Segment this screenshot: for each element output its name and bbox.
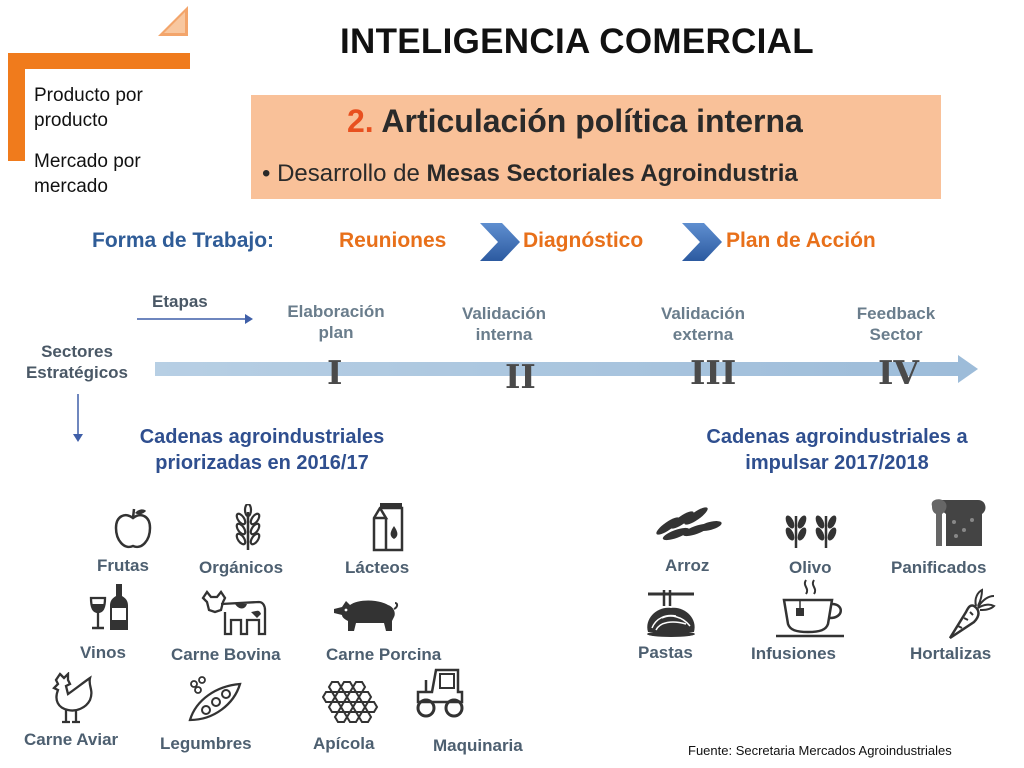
olive-branch-icon [782,506,842,550]
chevron-right-icon [680,221,724,263]
workflow-step-reuniones: Reuniones [339,229,447,252]
item-pastas: Pastas [638,643,693,662]
item-hortalizas: Hortalizas [910,644,992,663]
tractor-icon [412,666,466,718]
pig-icon [332,595,400,633]
left-group-title [102,424,422,476]
corner-triangle-decoration [158,6,188,36]
sidebar-item-producto[interactable] [34,83,143,133]
item-carne-aviar: Carne Aviar [24,730,119,749]
group-title-line: impulsar 2017/2018 [745,452,929,474]
item-maquinaria: Maquinaria [433,736,523,755]
sidebar-item-mercado[interactable] [34,149,141,199]
orange-bracket-top [8,53,190,69]
stage-label-line: interna [475,325,533,344]
group-title-line: priorizadas en 2016/17 [155,452,369,474]
bread-icon [928,496,990,550]
wine-icon [88,582,132,632]
timeline-arrow [155,353,980,387]
stage-label-line: externa [672,325,734,344]
box-heading [347,103,803,140]
right-group-title [662,424,1012,476]
peapod-icon [186,676,244,724]
item-arroz: Arroz [665,556,710,575]
stage-label-line: Validación [660,304,746,323]
rice-icon [652,500,724,544]
stage-3-numeral: III [690,353,737,392]
workflow-step-plan: Plan de Acción [726,229,876,252]
orange-bracket-left [8,53,25,161]
down-arrow-icon [70,392,86,444]
sidebar-item-label: Mercado por [34,151,141,172]
sectores-label [12,341,142,383]
item-apicola: Apícola [313,734,375,753]
workflow-step-diagnostico: Diagnóstico [523,229,644,252]
stage-label-line: Elaboración [287,302,385,321]
etapas-label: Etapas [152,292,208,311]
item-legumbres: Legumbres [160,734,252,753]
milk-carton-icon [368,502,408,552]
item-olivo: Olivo [789,558,832,577]
stage-2-numeral: II [505,357,536,396]
group-title-line: Cadenas agroindustriales [139,426,385,448]
stage-label-line: Validación [461,304,547,323]
sidebar-item-label: Producto por [34,85,143,106]
item-vinos: Vinos [80,643,126,662]
carrot-icon [944,588,996,640]
sidebar-item-label: producto [34,110,108,131]
etapas-arrow-icon [135,310,255,326]
source-note: Fuente: Secretaria Mercados Agroindustriales [688,743,952,758]
sectores-line: Estratégicos [25,363,129,382]
teacup-icon [774,578,848,640]
group-title-line: Cadenas agroindustriales a [706,426,968,448]
chevron-right-icon [478,221,522,263]
bullet-prefix: Desarrollo de [277,160,420,187]
stage-1-numeral: I [327,353,343,392]
box-heading-number: 2. [347,103,374,139]
item-infusiones: Infusiones [751,644,837,663]
sectores-line: Sectores [41,342,113,361]
item-carne-bovina: Carne Bovina [171,645,281,664]
stage-2-label [434,303,574,345]
stage-1-label [266,301,406,343]
item-panificados: Panificados [891,558,987,577]
box-bullet [262,160,798,188]
item-lacteos: Lácteos [345,558,410,577]
pasta-icon [642,588,700,638]
page-title: INTELIGENCIA COMERCIAL [340,22,814,61]
apple-icon [113,506,153,552]
item-frutas: Frutas [97,556,149,575]
wheat-icon [232,504,264,552]
item-organicos: Orgánicos [199,558,284,577]
stage-label-line: Feedback [856,304,936,323]
cow-icon [201,590,267,636]
bullet-bold-text: Mesas Sectoriales Agroindustria [426,160,798,187]
sidebar-item-label: mercado [34,176,108,197]
stage-4-label [826,303,966,345]
item-carne-porcina: Carne Porcina [326,645,442,664]
bullet-icon: • [262,160,271,187]
honeycomb-icon [322,678,380,724]
stage-label-line: Sector [869,325,923,344]
stage-label-line: plan [318,323,354,342]
box-heading-text: Articulación política interna [381,103,803,139]
stage-3-label [633,303,773,345]
stage-4-numeral: IV [878,353,920,392]
workflow-label: Forma de Trabajo: [92,229,275,252]
hen-icon [46,672,96,724]
